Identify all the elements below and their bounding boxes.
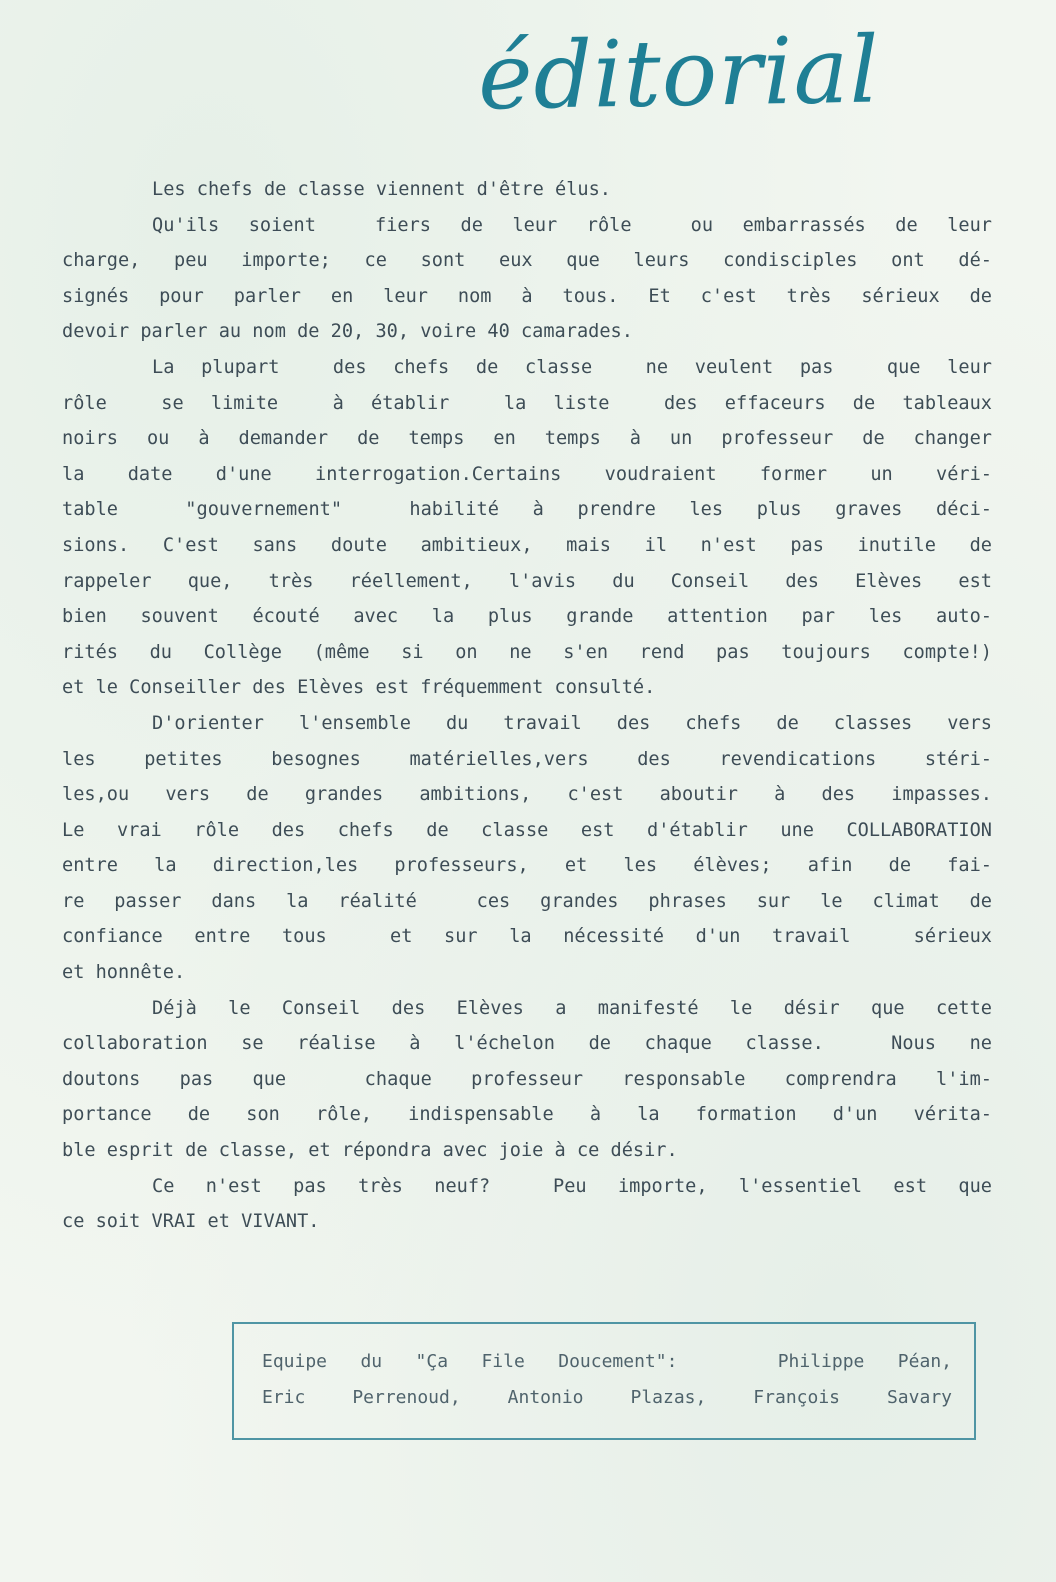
text-line: les petites besognes matérielles,vers des revendications stéri-	[62, 748, 992, 770]
editorial-title: éditorial	[477, 16, 881, 131]
text-line: D'orienter l'ensemble du travail des chefs de classes vers	[152, 712, 992, 734]
text-line: confiance entre tous et sur la nécessité d'un travail sérieux	[62, 926, 992, 948]
text-line: Qu'ils soient fiers de leur rôle ou embarrassés de leur	[152, 214, 992, 236]
text-line: Déjà le Conseil des Elèves a manifesté le désir que cette	[152, 997, 992, 1019]
text-line: Les chefs de classe viennent d'être élus.	[152, 179, 611, 200]
text-line: les,ou vers de grandes ambitions, c'est aboutir à des impasses.	[62, 784, 992, 806]
text-line: ble esprit de classe, et répondra avec joie à ce désir.	[62, 1140, 678, 1162]
text-line: Ce n'est pas très neuf? Peu importe, l'essentiel est que	[152, 1175, 992, 1197]
text-line: bien souvent écouté avec la plus grande attention par les auto-	[62, 606, 992, 628]
text-line: collaboration se réalise à l'échelon de chaque classe. Nous ne	[62, 1033, 992, 1055]
text-line: et le Conseiller des Elèves est fréquemment consulté.	[62, 677, 656, 699]
text-line: noirs ou à demander de temps en temps à un professeur de changer	[62, 428, 992, 450]
editorial-body	[62, 172, 992, 1240]
credits-box	[232, 1322, 976, 1440]
text-line: rappeler que, très réellement, l'avis du Conseil des Elèves est	[62, 570, 992, 592]
credits-text	[262, 1344, 952, 1416]
text-line: rôle se limite à établir la liste des effaceurs de tableaux	[62, 392, 992, 414]
text-line: table "gouvernement" habilité à prendre les plus graves déci-	[62, 499, 992, 521]
credits-line: Equipe du "Ça File Doucement": Philippe Péan,	[262, 1351, 952, 1372]
text-line: sions. C'est sans doute ambitieux, mais il n'est pas inutile de	[62, 534, 992, 556]
text-line: entre la direction,les professeurs, et les élèves; afin de fai-	[62, 855, 992, 877]
text-line: rités du Collège (même si on ne s'en rend pas toujours compte!)	[62, 641, 992, 663]
text-line: La plupart des chefs de classe ne veulent pas que leur	[152, 356, 992, 378]
text-line: charge, peu importe; ce sont eux que leurs condisciples ont dé-	[62, 250, 992, 272]
text-line: et honnête.	[62, 962, 186, 984]
text-line: doutons pas que chaque professeur responsable comprendra l'im-	[62, 1068, 992, 1090]
credits-line: Eric Perrenoud, Antonio Plazas, François Savary	[262, 1387, 952, 1408]
text-line: signés pour parler en leur nom à tous. Et c'est très sérieux de	[62, 285, 992, 307]
text-line: la date d'une interrogation.Certains voudraient former un véri-	[62, 463, 992, 485]
text-line: devoir parler au nom de 20, 30, voire 40 camarades.	[62, 321, 633, 343]
text-line: Le vrai rôle des chefs de classe est d'établir une COLLABORATION	[62, 819, 992, 841]
text-line: re passer dans la réalité ces grandes phrases sur le climat de	[62, 890, 992, 912]
text-line: ce soit VRAI et VIVANT.	[62, 1211, 320, 1233]
text-line: portance de son rôle, indispensable à la formation d'un vérita-	[62, 1104, 992, 1126]
